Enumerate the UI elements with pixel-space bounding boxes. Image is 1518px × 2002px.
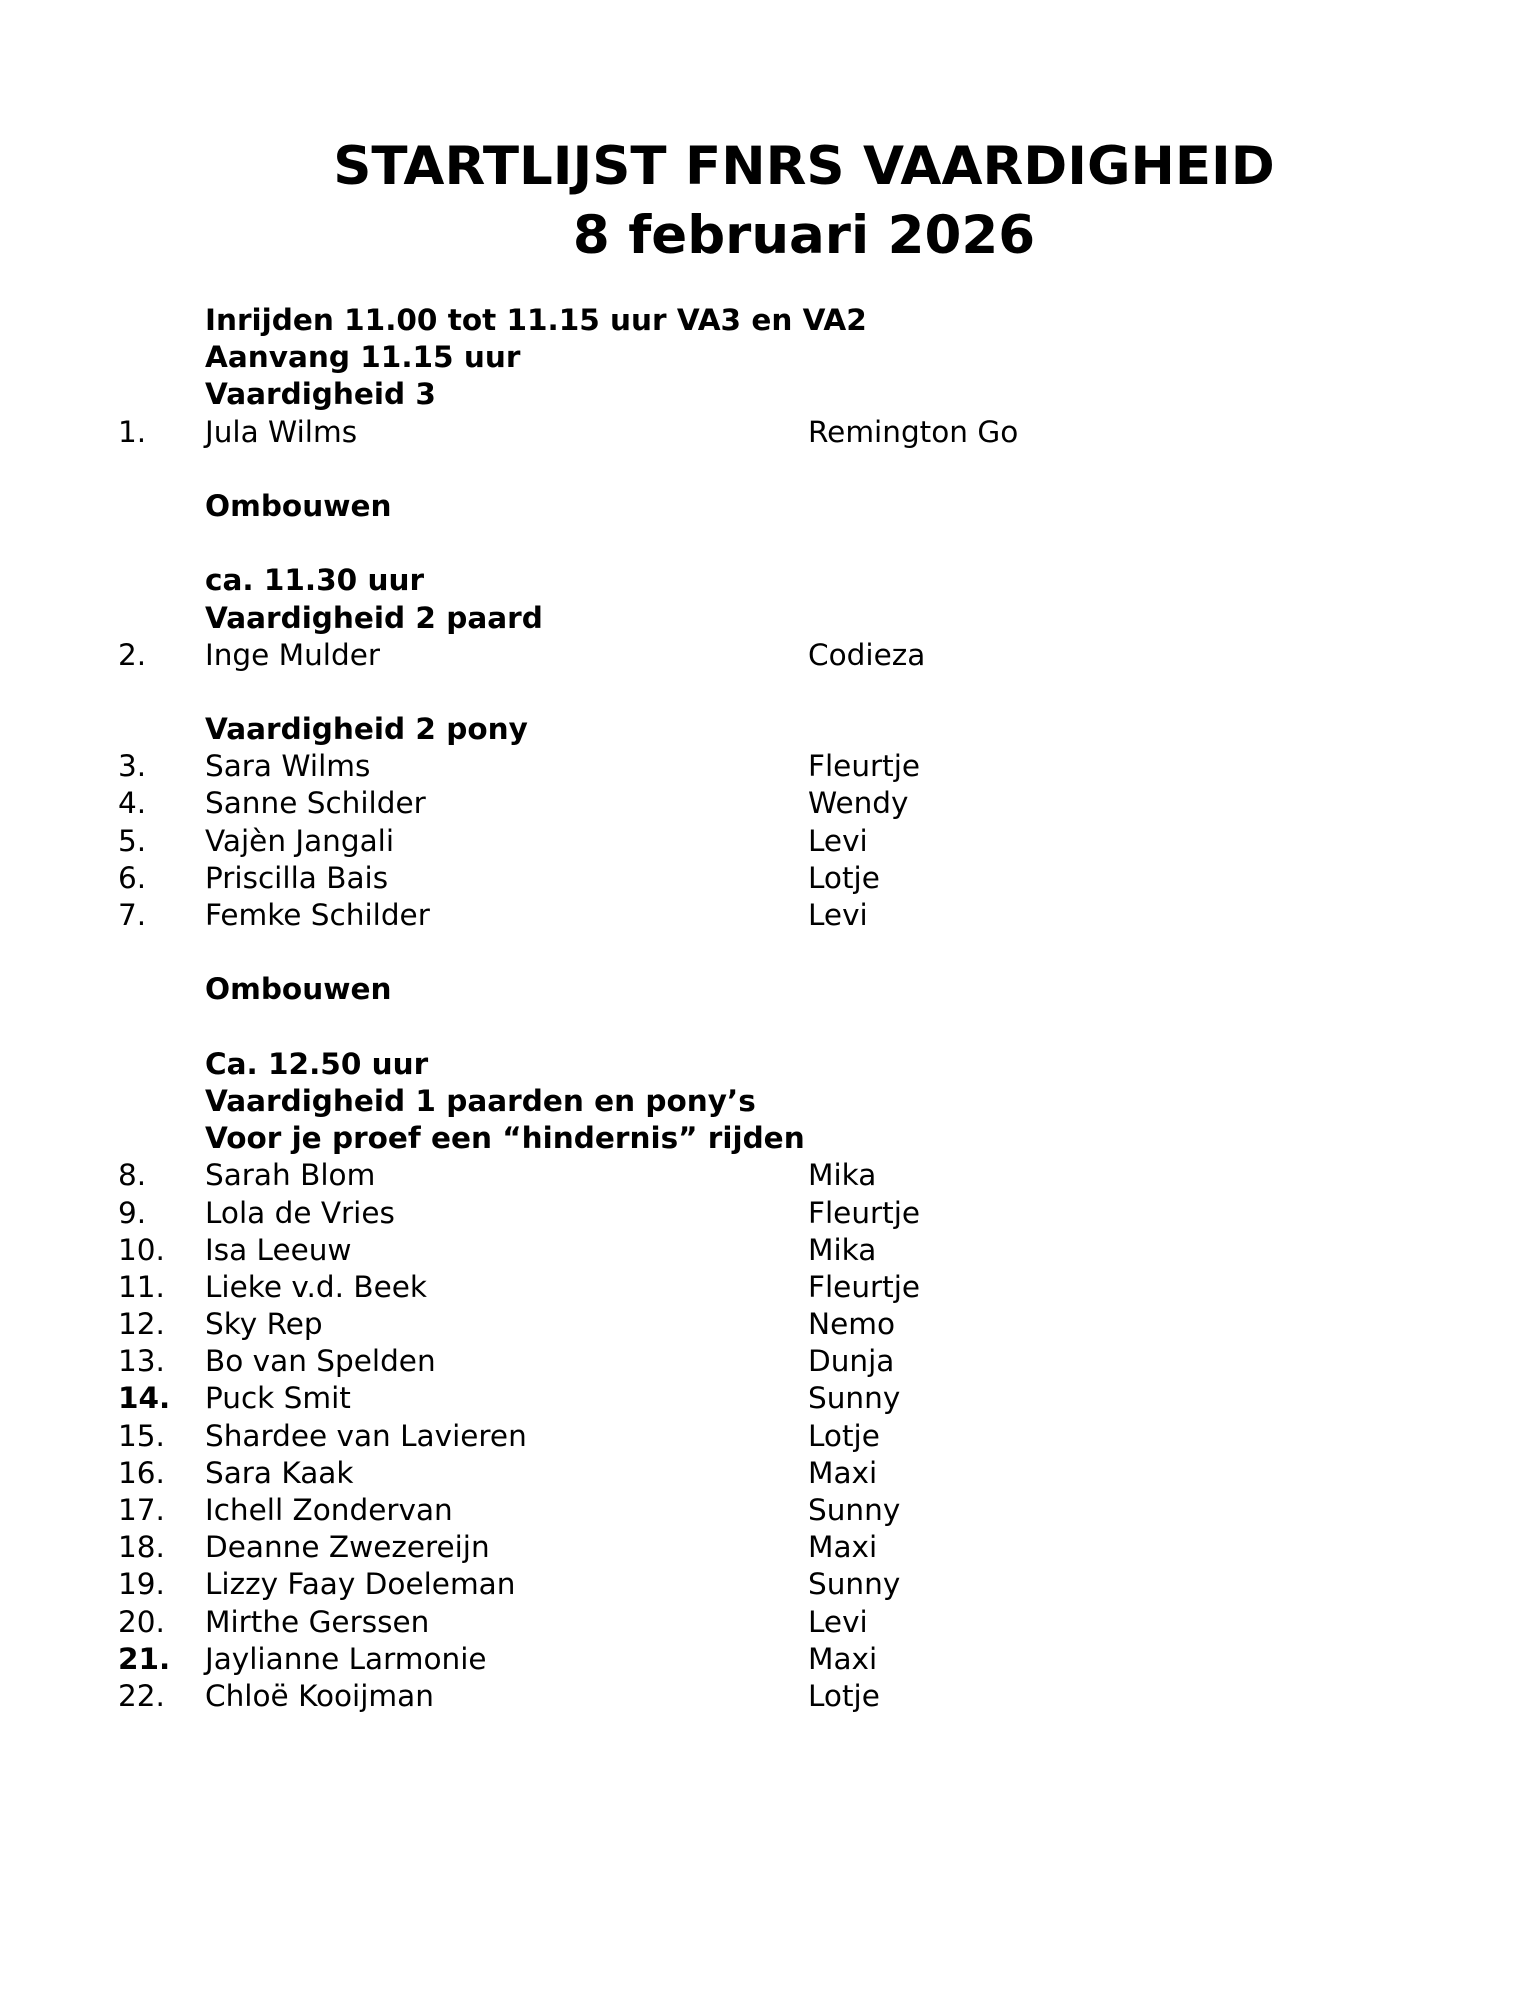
rider-name: Lizzy Faay Doeleman [205, 1567, 516, 1602]
horse-name: Levi [808, 898, 868, 932]
start-entry [0, 1529, 1518, 1566]
rider-name: Vajèn Jangali [205, 823, 395, 858]
start-entry [0, 1492, 1518, 1529]
horse-name: Dunja [808, 1344, 895, 1379]
rider-name: Inge Mulder [205, 637, 380, 672]
rider-name: Shardee van Lavieren [205, 1418, 527, 1453]
start-entry [0, 1306, 1518, 1343]
start-entry [0, 1343, 1518, 1380]
rider-name: Sarah Blom [205, 1158, 376, 1193]
horse-name: Maxi [808, 1530, 878, 1565]
start-list [0, 302, 1518, 1715]
start-number: 20. [118, 1604, 165, 1639]
rider-name: Mirthe Gerssen [205, 1604, 430, 1639]
start-number: 14. [118, 1381, 171, 1416]
horse-name: Sunny [808, 1567, 901, 1602]
start-number: 3. [118, 749, 147, 784]
horse-name: Sunny [808, 1381, 901, 1416]
start-entry [0, 1455, 1518, 1492]
horse-name: Fleurtje [808, 749, 921, 784]
section-heading: Inrijden 11.00 tot 11.15 uur VA3 en VA2 [205, 303, 867, 337]
rider-name: Ichell Zondervan [205, 1493, 453, 1527]
start-entry [0, 1604, 1518, 1641]
horse-name: Nemo [808, 1307, 896, 1342]
horse-name: Lotje [808, 860, 880, 895]
section-heading: Vaardigheid 2 pony [205, 712, 528, 747]
start-number: 19. [118, 1567, 165, 1602]
section-heading: Voor je proef een “hindernis” rijden [205, 1121, 805, 1156]
start-entry [0, 897, 1518, 934]
start-number: 9. [118, 1195, 147, 1230]
start-entry [0, 1641, 1518, 1678]
start-number: 16. [118, 1455, 165, 1490]
horse-name: Mika [808, 1158, 877, 1193]
start-number: 10. [118, 1232, 165, 1267]
rider-name: Sara Wilms [205, 749, 371, 784]
rider-name: Sara Kaak [205, 1455, 354, 1490]
spacer [0, 525, 1518, 562]
start-entry [0, 785, 1518, 822]
section-heading: Ombouwen [205, 488, 392, 523]
start-number: 17. [118, 1493, 165, 1527]
horse-name: Lotje [808, 1418, 880, 1453]
start-entry [0, 1380, 1518, 1417]
start-entry [0, 1678, 1518, 1715]
start-number: 13. [118, 1344, 165, 1379]
rider-name: Isa Leeuw [205, 1232, 352, 1267]
start-number: 6. [118, 860, 147, 895]
horse-name: Codieza [808, 637, 926, 672]
horse-name: Fleurtje [808, 1269, 921, 1304]
rider-name: Puck Smit [205, 1381, 351, 1416]
start-entry [0, 1269, 1518, 1306]
rider-name: Priscilla Bais [205, 860, 389, 895]
horse-name: Sunny [808, 1493, 901, 1527]
horse-name: Fleurtje [808, 1195, 921, 1230]
start-entry [0, 1232, 1518, 1269]
rider-name: Lieke v.d. Beek [205, 1269, 427, 1304]
rider-name: Bo van Spelden [205, 1344, 436, 1379]
spacer [0, 1009, 1518, 1046]
rider-name: Sanne Schilder [205, 786, 426, 821]
start-number: 21. [118, 1641, 171, 1676]
start-number: 5. [118, 823, 147, 858]
start-entry [0, 1418, 1518, 1455]
section-heading: Vaardigheid 1 paarden en pony’s [205, 1083, 756, 1118]
horse-name: Levi [808, 823, 868, 858]
document-date: 8 februari 2026 [572, 205, 1036, 266]
rider-name: Lola de Vries [205, 1195, 395, 1230]
spacer [0, 451, 1518, 488]
section-heading: Vaardigheid 3 [205, 377, 436, 412]
start-number: 15. [118, 1418, 165, 1453]
start-number: 18. [118, 1530, 165, 1565]
start-entry [0, 1566, 1518, 1603]
horse-name: Wendy [808, 786, 909, 821]
start-number: 22. [118, 1678, 165, 1713]
start-number: 1. [118, 414, 147, 449]
start-entry [0, 1157, 1518, 1194]
start-entry [0, 823, 1518, 860]
start-entry [0, 860, 1518, 897]
horse-name: Remington Go [808, 414, 1019, 449]
section-heading: Vaardigheid 2 paard [205, 600, 543, 635]
horse-name: Mika [808, 1232, 877, 1267]
rider-name: Jula Wilms [205, 414, 358, 449]
rider-name: Sky Rep [205, 1307, 323, 1342]
rider-name: Chloë Kooijman [205, 1678, 434, 1713]
spacer [0, 934, 1518, 971]
start-entry [0, 637, 1518, 674]
start-number: 7. [118, 898, 147, 932]
start-number: 12. [118, 1307, 165, 1342]
rider-name: Jaylianne Larmonie [205, 1641, 487, 1676]
horse-name: Maxi [808, 1641, 878, 1676]
spacer [0, 674, 1518, 711]
section-heading: ca. 11.30 uur [205, 563, 425, 598]
section-heading: Ca. 12.50 uur [205, 1046, 429, 1081]
document-title: STARTLIJST FNRS VAARDIGHEID [333, 136, 1275, 197]
rider-name: Femke Schilder [205, 898, 430, 932]
start-number: 11. [118, 1269, 165, 1304]
rider-name: Deanne Zwezereijn [205, 1530, 490, 1565]
start-entry [0, 1195, 1518, 1232]
horse-name: Levi [808, 1604, 868, 1639]
horse-name: Maxi [808, 1455, 878, 1490]
section-heading: Aanvang 11.15 uur [205, 340, 521, 375]
horse-name: Lotje [808, 1678, 880, 1713]
start-number: 8. [118, 1158, 147, 1193]
section-heading: Ombouwen [205, 972, 392, 1007]
start-number: 4. [118, 786, 147, 821]
start-entry [0, 748, 1518, 785]
start-entry [0, 414, 1518, 451]
start-number: 2. [118, 637, 147, 672]
